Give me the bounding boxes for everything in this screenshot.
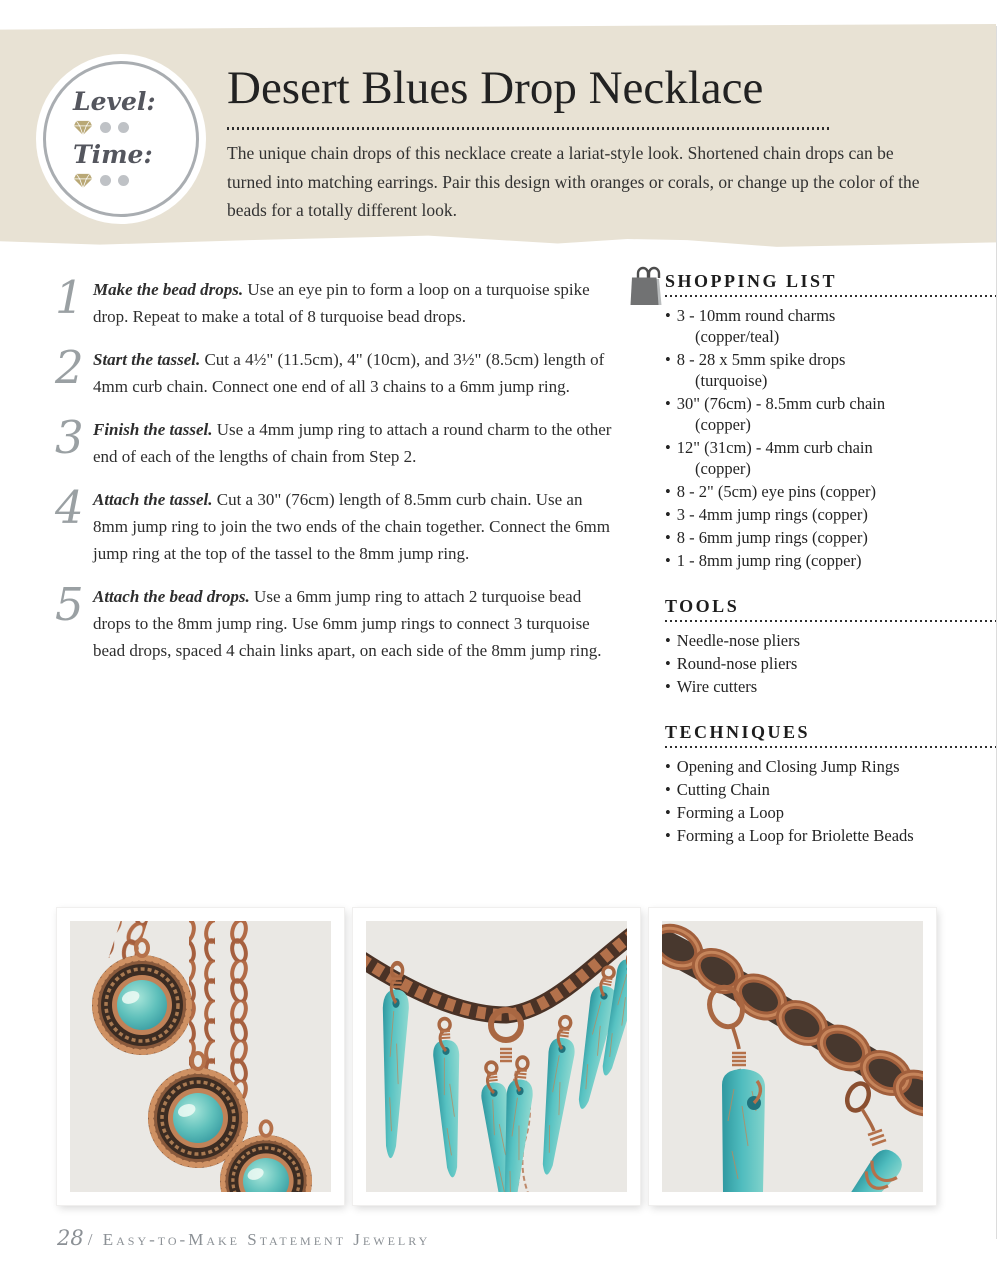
step-text — [93, 486, 617, 567]
step-lead: Attach the tassel. — [93, 490, 213, 509]
bullet: • — [665, 677, 671, 696]
item-text: 3 - 4mm jump rings (copper) — [676, 505, 868, 524]
title-divider — [227, 127, 831, 130]
section-divider — [665, 295, 997, 297]
step-body: Cut a 4½" (11.5cm), 4" (10cm), and 3½" (8.5cm) length of 4mm curb chain. Connect one end of all 3 chains to a 6mm jump ring. — [93, 350, 605, 396]
item-text: 30" (76cm) - 8.5mm curb chain — [676, 394, 886, 413]
separator-glyph: / — [87, 1230, 96, 1249]
list-item — [665, 437, 997, 479]
list-item — [665, 305, 997, 347]
step-number: 5 — [55, 578, 84, 631]
shopping-list-title: SHOPPING LIST — [665, 271, 838, 291]
bullet: • — [665, 482, 671, 501]
list-item — [665, 349, 997, 391]
item-text: Cutting Chain — [676, 780, 770, 799]
list-item — [665, 756, 997, 777]
item-text-cont: (copper) — [695, 459, 751, 478]
step-text — [93, 416, 617, 470]
item-text: 8 - 28 x 5mm spike drops — [676, 350, 846, 369]
footer-separator — [88, 1230, 103, 1249]
step-1 — [55, 271, 617, 330]
list-item — [665, 676, 997, 697]
list-item — [665, 630, 997, 651]
list-item — [665, 825, 997, 846]
dot-icon — [118, 122, 129, 133]
item-text: Opening and Closing Jump Rings — [676, 757, 900, 776]
bullet: • — [665, 654, 671, 673]
step-number: 1 — [55, 271, 84, 324]
item-text-cont: (copper/teal) — [695, 327, 780, 346]
bullet: • — [665, 306, 671, 325]
bullet: • — [665, 528, 671, 547]
level-rating — [73, 118, 169, 136]
list-item — [665, 504, 997, 525]
time-label: Time: — [73, 140, 153, 169]
step-number: 2 — [55, 341, 84, 394]
badge-circle — [43, 61, 199, 217]
photo-row — [57, 908, 936, 1205]
page-title: Desert Blues Drop Necklace — [227, 62, 764, 114]
item-text: 8 - 6mm jump rings (copper) — [676, 528, 868, 547]
book-title: Easy-to-Make Statement Jewelry — [102, 1230, 431, 1249]
dot-icon — [100, 122, 111, 133]
page-number: 28 — [57, 1226, 84, 1250]
bullet: • — [665, 757, 671, 776]
step-body: Use a 6mm jump ring to attach 2 turquoise bead drops to the 8mm jump ring. Use 6mm jump rings to connect 3 turquoise bead drops, spaced 4 chain links apart, on each side of the 8mm jump ring. — [93, 587, 602, 660]
tools-section — [665, 595, 997, 697]
list-item — [665, 550, 997, 571]
item-text: Forming a Loop for Briolette Beads — [676, 826, 914, 845]
list-item — [665, 527, 997, 548]
bullet: • — [665, 780, 671, 799]
step-number: 3 — [55, 411, 84, 464]
time-group — [73, 142, 169, 189]
step-body: Use an eye pin to form a loop on a turquoise spike drop. Repeat to make a total of 8 turquoise bead drops. — [93, 280, 590, 326]
item-text: 12" (31cm) - 4mm curb chain — [676, 438, 873, 457]
bullet: • — [665, 803, 671, 822]
list-item — [665, 481, 997, 502]
bullet: • — [665, 826, 671, 845]
section-divider — [665, 620, 997, 622]
list-item — [665, 779, 997, 800]
techniques-list — [665, 756, 997, 846]
time-rating — [73, 171, 169, 189]
techniques-section — [665, 721, 997, 846]
diamond-icon — [73, 119, 93, 136]
step-5 — [55, 578, 617, 664]
level-time-badge — [36, 54, 206, 224]
dot-icon — [118, 175, 129, 186]
step-text — [93, 583, 617, 664]
shopping-list-section — [665, 270, 997, 571]
item-text-cont: (copper) — [695, 415, 751, 434]
step-lead: Finish the tassel. — [93, 420, 213, 439]
step-lead: Attach the bead drops. — [93, 587, 250, 606]
sidebar — [665, 270, 997, 861]
photo-curb-chain — [649, 908, 936, 1205]
step-2 — [55, 341, 617, 400]
instructions-list — [55, 271, 617, 680]
step-lead: Start the tassel. — [93, 350, 201, 369]
step-3 — [55, 411, 617, 470]
bullet: • — [665, 350, 671, 369]
step-lead: Make the bead drops. — [93, 280, 244, 299]
level-group — [73, 89, 169, 136]
dot-icon — [100, 175, 111, 186]
step-number: 4 — [55, 481, 84, 534]
list-item — [665, 802, 997, 823]
bullet: • — [665, 551, 671, 570]
item-text: Round-nose pliers — [676, 654, 798, 673]
step-body: Use a 4mm jump ring to attach a round charm to the other end of each of the lengths of chain from Step 2. — [93, 420, 612, 466]
shopping-bag-icon — [625, 264, 665, 315]
item-text: 3 - 10mm round charms — [676, 306, 836, 325]
shopping-list — [665, 305, 997, 571]
bullet: • — [665, 438, 671, 457]
item-text: Wire cutters — [676, 677, 758, 696]
item-text: Needle-nose pliers — [676, 631, 801, 650]
photo-spike-tassel — [353, 908, 640, 1205]
tools-list — [665, 630, 997, 697]
list-item — [665, 393, 997, 435]
item-text-cont: (turquoise) — [695, 371, 768, 390]
photo-round-charms — [57, 908, 344, 1205]
list-item — [665, 653, 997, 674]
item-text: 8 - 2" (5cm) eye pins (copper) — [676, 482, 876, 501]
bullet: • — [665, 394, 671, 413]
item-text: 1 - 8mm jump ring (copper) — [676, 551, 862, 570]
intro-paragraph: The unique chain drops of this necklace create a lariat-style look. Shortened chain drops can be turned into matching earrings. Pair this design with oranges or corals, or change up the color of the beads for a totally different look. — [227, 143, 920, 220]
item-text: Forming a Loop — [676, 803, 785, 822]
step-text — [93, 276, 617, 330]
techniques-title: TECHNIQUES — [665, 722, 811, 742]
step-body: Cut a 30" (76cm) length of 8.5mm curb chain. Use an 8mm jump ring to join the two ends of the chain together. Connect the 6mm jump ring at the top of the tassel to the 8mm jump ring. — [93, 490, 610, 563]
step-text — [93, 346, 617, 400]
section-divider — [665, 746, 997, 748]
tools-title: TOOLS — [665, 596, 740, 616]
diamond-icon — [73, 172, 93, 189]
level-label: Level: — [73, 87, 156, 116]
step-4 — [55, 481, 617, 567]
bullet: • — [665, 505, 671, 524]
page-footer — [57, 1226, 430, 1250]
bullet: • — [665, 631, 671, 650]
